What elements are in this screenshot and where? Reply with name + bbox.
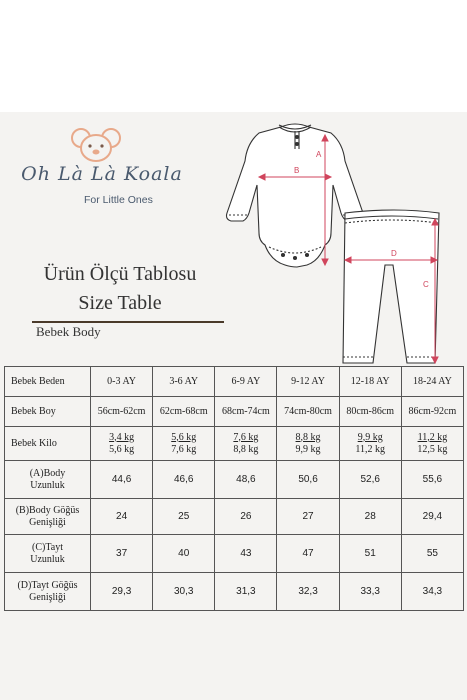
kilo-max: 7,6 kg: [171, 443, 197, 455]
header-label: Bebek Beden: [5, 367, 91, 397]
table-cell: 34,3: [401, 573, 463, 611]
kilo-min: 9,9 kg: [357, 431, 383, 443]
table-cell: [153, 427, 215, 461]
title-turkish: Ürün Ölçü Tablosu: [43, 263, 197, 285]
row-label: (D)Tayt Göğüs Genişliği: [5, 573, 91, 611]
table-cell: 29,3: [91, 573, 153, 611]
table-cell: 56cm-62cm: [91, 397, 153, 427]
table-row: [5, 499, 464, 535]
kilo-min: 5,6 kg: [171, 431, 197, 443]
size-header: 12-18 AY: [339, 367, 401, 397]
brand-tagline: For Little Ones: [84, 194, 153, 206]
table-cell: 46,6: [153, 461, 215, 499]
table-cell: 44,6: [91, 461, 153, 499]
table-cell: 68cm-74cm: [215, 397, 277, 427]
table-cell: 55,6: [401, 461, 463, 499]
table-cell: 25: [153, 499, 215, 535]
kilo-max: 8,8 kg: [233, 443, 259, 455]
table-row: [5, 461, 464, 499]
table-cell: 62cm-68cm: [153, 397, 215, 427]
table-cell: [277, 427, 339, 461]
table-row: [5, 367, 464, 397]
table-cell: 80cm-86cm: [339, 397, 401, 427]
kilo-min: 11,2 kg: [417, 431, 448, 443]
table-cell: [91, 427, 153, 461]
row-label: (B)Body Göğüs Genişliği: [5, 499, 91, 535]
table-cell: 51: [339, 535, 401, 573]
kilo-min: 3,4 kg: [109, 431, 135, 443]
table-cell: [401, 427, 463, 461]
table-cell: [215, 427, 277, 461]
table-row: [5, 427, 464, 461]
size-header: 3-6 AY: [153, 367, 215, 397]
table-cell: 37: [91, 535, 153, 573]
table-cell: 31,3: [215, 573, 277, 611]
table-cell: 32,3: [277, 573, 339, 611]
table-cell: 26: [215, 499, 277, 535]
row-label: (A)Body Uzunluk: [5, 461, 91, 499]
table-cell: 55: [401, 535, 463, 573]
kilo-max: 9,9 kg: [295, 443, 321, 455]
table-cell: 52,6: [339, 461, 401, 499]
brand-name: Oh Là Là Koala: [21, 163, 183, 185]
table-row: [5, 535, 464, 573]
kilo-min: 8,8 kg: [295, 431, 321, 443]
row-label: Bebek Boy: [5, 397, 91, 427]
product-name: Bebek Body: [36, 324, 101, 339]
measure-label-b: B: [294, 166, 300, 175]
table-cell: 33,3: [339, 573, 401, 611]
bottom-band: [0, 612, 467, 700]
table-cell: [339, 427, 401, 461]
table-cell: 40: [153, 535, 215, 573]
table-cell: 74cm-80cm: [277, 397, 339, 427]
kilo-max: 11,2 kg: [355, 443, 386, 455]
table-row: [5, 573, 464, 611]
table-cell: 43: [215, 535, 277, 573]
table-cell: 27: [277, 499, 339, 535]
size-header: 6-9 AY: [215, 367, 277, 397]
table-cell: 86cm-92cm: [401, 397, 463, 427]
measure-label-a: A: [316, 150, 322, 159]
title-english: Size Table: [78, 292, 162, 314]
size-header: 0-3 AY: [91, 367, 153, 397]
table-cell: 48,6: [215, 461, 277, 499]
size-header: 18-24 AY: [401, 367, 463, 397]
measure-label-d: D: [391, 249, 397, 258]
kilo-max: 5,6 kg: [109, 443, 135, 455]
table-cell: 30,3: [153, 573, 215, 611]
measure-label-c: C: [423, 280, 429, 289]
kilo-min: 7,6 kg: [233, 431, 259, 443]
kilo-max: 12,5 kg: [417, 443, 448, 455]
row-label: Bebek Kilo: [5, 427, 91, 461]
table-cell: 24: [91, 499, 153, 535]
top-band: [0, 0, 467, 112]
table-cell: 50,6: [277, 461, 339, 499]
garment-diagram: [195, 115, 467, 365]
table-cell: 47: [277, 535, 339, 573]
table-cell: 28: [339, 499, 401, 535]
size-table: [4, 366, 464, 611]
size-header: 9-12 AY: [277, 367, 339, 397]
row-label: (C)Tayt Uzunluk: [5, 535, 91, 573]
table-row: [5, 397, 464, 427]
table-cell: 29,4: [401, 499, 463, 535]
